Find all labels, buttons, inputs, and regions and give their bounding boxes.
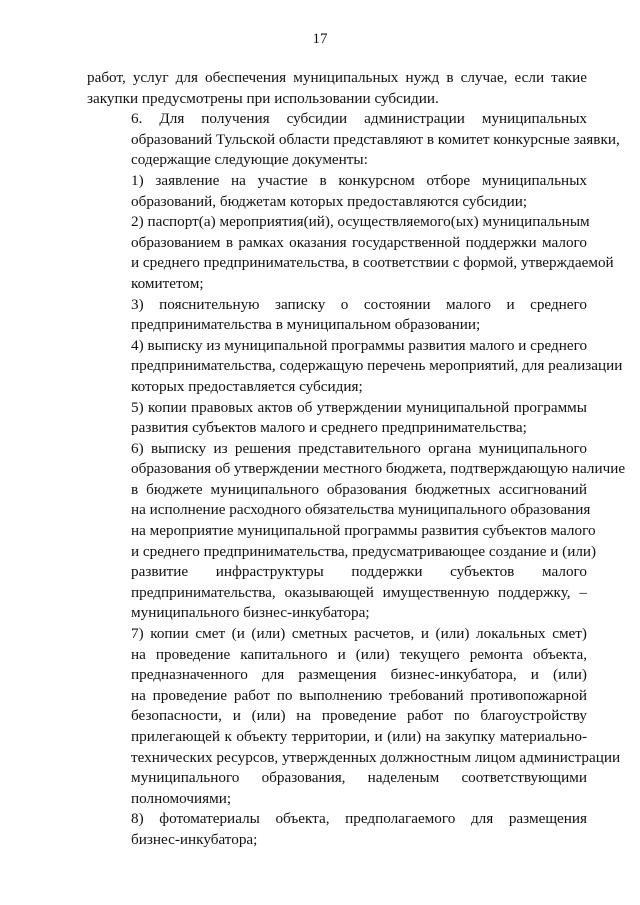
text-line: безопасности, и (или) на проведение работ по благоустройству xyxy=(131,707,587,725)
text-line: 4) выписку из муниципальной программы развития малого и среднего xyxy=(131,336,588,354)
text-line: предпринимательства, содержащую перечень мероприятий, для реализации xyxy=(131,357,623,375)
text-line: муниципального образования, наделеным соответствующими xyxy=(131,769,587,787)
text-line: образований Тульской области представляют в комитет конкурсные заявки, xyxy=(131,130,620,148)
text-line: содержащие следующие документы: xyxy=(131,151,368,169)
text-line: прилегающей к объекту территории, и (или) на закупку материально- xyxy=(131,728,587,745)
paragraph xyxy=(87,624,621,809)
paragraph xyxy=(87,809,587,850)
text-line: 6. Для получения субсидии администрации муниципальных xyxy=(131,110,587,128)
paragraph xyxy=(87,109,620,171)
text-line: закупки предусмотрены при использовании субсидии. xyxy=(87,89,439,107)
text-line: бизнес-инкубатора; xyxy=(131,830,258,848)
paragraph xyxy=(87,398,587,439)
text-line: развития субъектов малого и среднего предпринимательства; xyxy=(131,419,527,437)
paragraph xyxy=(87,336,623,398)
text-line: 5) копии правовых актов об утверждении муниципальной программы xyxy=(131,398,587,416)
text-line: работ, услуг для обеспечения муниципальных нужд в случае, если такие xyxy=(87,69,587,86)
text-line: и среднего предпринимательства, предусматривающее создание и (или) xyxy=(131,542,597,560)
text-line: в бюджете муниципального образования бюджетных ассигнований xyxy=(131,480,587,498)
page-number: 17 xyxy=(312,31,328,47)
paragraph xyxy=(87,212,614,294)
text-line: предпринимательства в муниципальном образовании; xyxy=(131,316,481,334)
text-line: 8) фотоматериалы объекта, предполагаемого для размещения xyxy=(131,810,587,828)
text-line: полномочиями; xyxy=(131,789,232,807)
text-line: 6) выписку из решения представительного органа муниципального xyxy=(131,439,587,457)
text-line: технических ресурсов, утвержденных должностным лицом администрации xyxy=(131,748,621,766)
text-line: муниципального бизнес-инкубатора; xyxy=(131,604,370,622)
paragraph xyxy=(87,171,587,212)
text-line: 7) копии смет (и (или) сметных расчетов, и (или) локальных смет) xyxy=(131,625,587,643)
text-line: 1) заявление на участие в конкурсном отборе муниципальных xyxy=(131,171,587,189)
text-line: комитетом; xyxy=(131,274,204,292)
text-line: развитие инфраструктуры поддержки субъектов малого xyxy=(131,563,587,581)
paragraph xyxy=(87,439,626,624)
text-line: на мероприятие муниципальной программы развития субъектов малого xyxy=(131,522,596,540)
text-line: которых предоставляется субсидия; xyxy=(131,377,363,395)
text-line: и среднего предпринимательства, в соответствии с формой, утверждаемой xyxy=(131,254,614,272)
text-line: образований, бюджетам которых предоставляются субсидии; xyxy=(131,192,528,210)
text-line: 2) паспорт(а) мероприятия(ий), осуществляемого(ых) муниципальным xyxy=(131,213,590,231)
text-line: предназначенного для размещения бизнес-инкубатора, и (или) xyxy=(131,666,587,684)
text-line: на исполнение расходного обязательства муниципального образования xyxy=(131,501,591,519)
document-body xyxy=(87,68,626,851)
text-line: 3) пояснительную записку о состоянии малого и среднего xyxy=(131,295,587,313)
paragraph xyxy=(87,295,587,336)
text-line: предпринимательства, оказывающей имущественную поддержку, – xyxy=(131,583,587,601)
text-line: образования об утверждении местного бюджета, подтверждающую наличие xyxy=(131,460,626,478)
text-line: на проведение капитального и (или) текущего ремонта объекта, xyxy=(131,645,587,663)
text-line: образованием в рамках оказания государственной поддержки малого xyxy=(131,233,587,251)
text-line: на проведение работ по выполнению требований противопожарной xyxy=(131,686,587,704)
paragraph xyxy=(87,68,587,109)
